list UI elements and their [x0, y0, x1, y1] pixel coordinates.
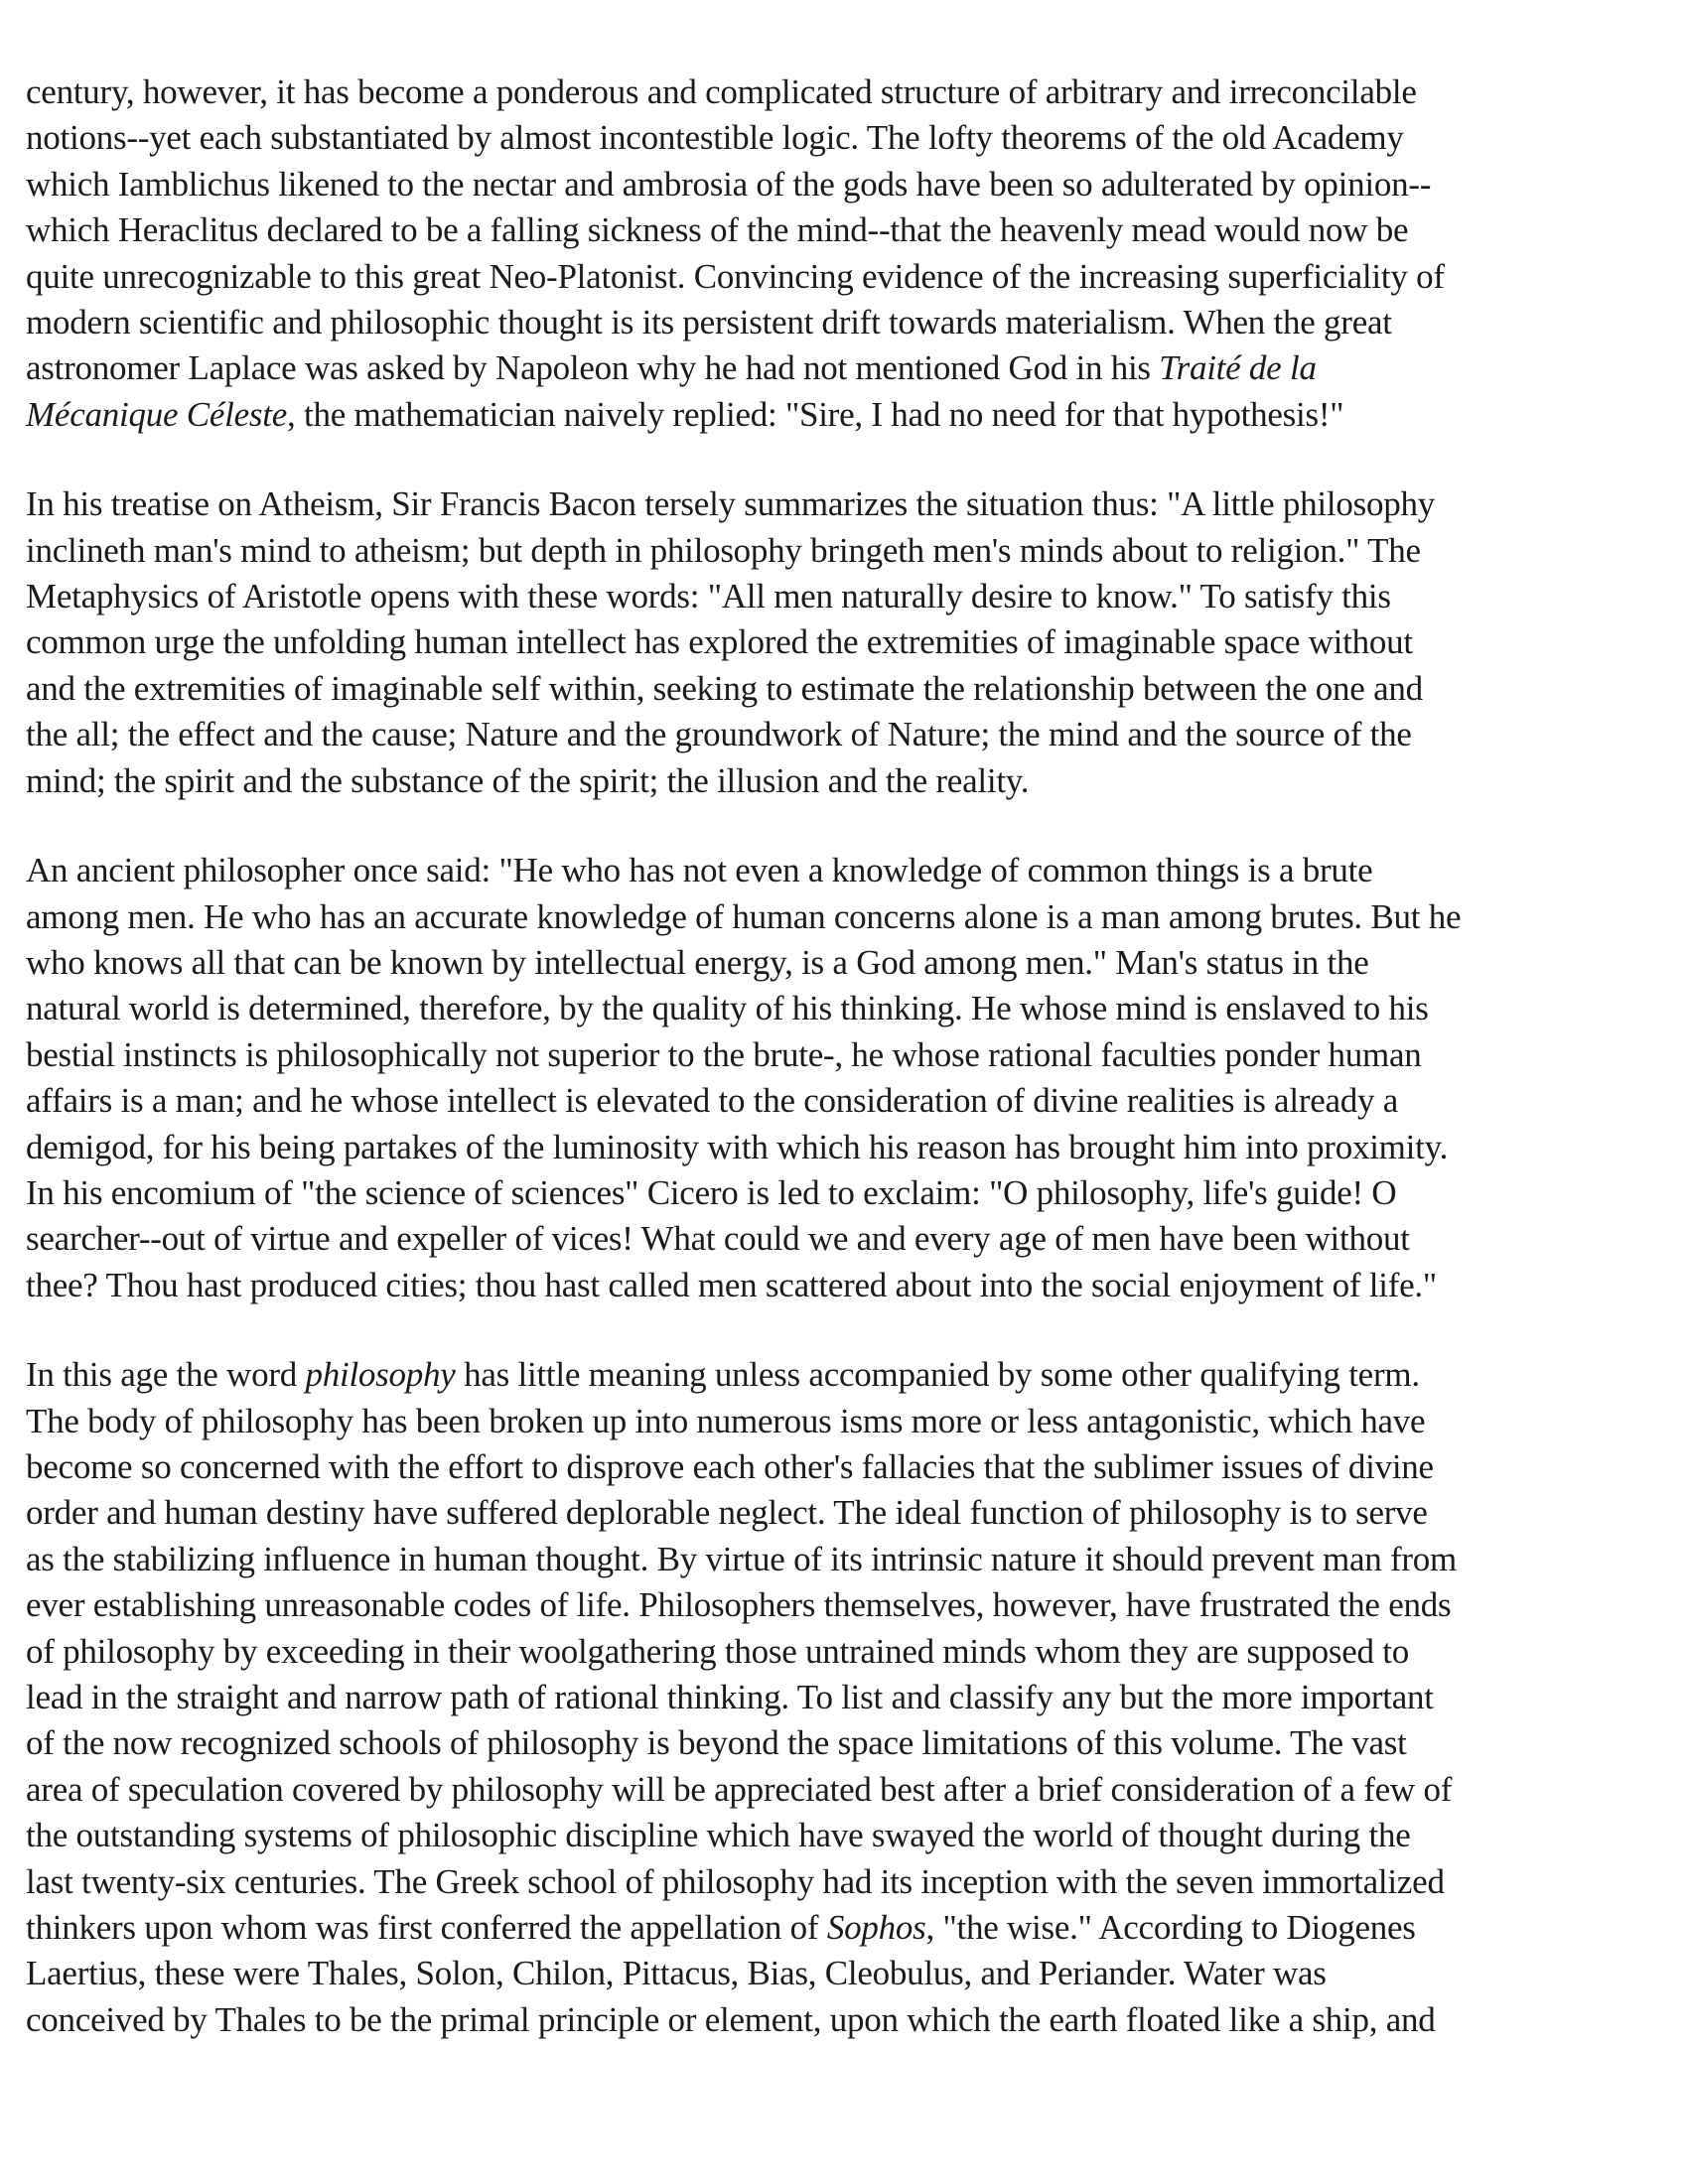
italic-term: Traité de la	[1159, 348, 1317, 388]
text-line	[26, 1951, 1664, 1996]
text-line	[26, 1813, 1664, 1858]
text-line	[26, 1675, 1664, 1720]
text-line	[26, 1720, 1664, 1766]
text-line	[26, 712, 1664, 757]
text-run: and the extremities of imaginable self within, seeking to estimate the relationship between the one and	[26, 668, 1423, 708]
document-page	[26, 69, 1664, 2087]
text-run: the outstanding systems of philosophic discipline which have swayed the world of thought during the	[26, 1816, 1411, 1855]
text-line	[26, 115, 1664, 161]
text-run: Laertius, these were Thales, Solon, Chilon, Pittacus, Bias, Cleobulus, and Periander. Water was	[26, 1954, 1327, 1993]
text-line	[26, 1032, 1664, 1078]
text-run: In this age the word	[26, 1355, 306, 1395]
text-line	[26, 1399, 1664, 1444]
text-line	[26, 940, 1664, 986]
paragraph-4	[26, 1352, 1664, 2043]
text-run: mind; the spirit and the substance of the spirit; the illusion and the reality.	[26, 760, 1030, 800]
text-line	[26, 300, 1664, 345]
text-run: become so concerned with the effort to disprove each other's fallacies that the sublimer issues of divine	[26, 1446, 1434, 1486]
text-run: In his treatise on Atheism, Sir Francis Bacon tersely summarizes the situation thus: "A little philosophy	[26, 484, 1435, 524]
text-line	[26, 162, 1664, 207]
text-line	[26, 1767, 1664, 1813]
paragraph-2	[26, 481, 1664, 804]
text-run: notions--yet each substantiated by almost incontestible logic. The lofty theorems of the old Academy	[26, 118, 1404, 158]
text-run: which Iamblichus likened to the nectar and ambrosia of the gods have been so adulterated by opinion--	[26, 164, 1432, 204]
italic-term: Mécanique Céleste	[26, 394, 288, 434]
text-line	[26, 894, 1664, 940]
text-run: demigod, for his being partakes of the luminosity with which his reason has brought him into proximity.	[26, 1127, 1449, 1166]
text-line	[26, 619, 1664, 665]
text-run: Metaphysics of Aristotle opens with these words: "All men naturally desire to know." To satisfy this	[26, 577, 1391, 616]
text-run: of the now recognized schools of philosophy is beyond the space limitations of this volume. The vast	[26, 1723, 1407, 1763]
text-run: bestial instincts is philosophically not superior to the brute-, he whose rational faculties ponder human	[26, 1034, 1422, 1074]
text-line	[26, 1125, 1664, 1170]
text-line	[26, 1905, 1664, 1951]
text-run: who knows all that can be known by intellectual energy, is a God among men." Man's status in the	[26, 942, 1369, 982]
text-line	[26, 666, 1664, 712]
text-run: among men. He who has an accurate knowledge of human concerns alone is a man among brutes. But he	[26, 896, 1462, 936]
text-run: century, however, it has become a ponderous and complicated structure of arbitrary and irreconcilable	[26, 72, 1417, 111]
text-run: the all; the effect and the cause; Nature and the groundwork of Nature; the mind and the source of the	[26, 715, 1412, 754]
text-run: area of speculation covered by philosophy will be appreciated best after a brief consideration of a few of	[26, 1769, 1453, 1809]
italic-term: Sophos	[826, 1908, 926, 1948]
text-run: thinkers upon whom was first conferred the appellation of	[26, 1908, 827, 1948]
paragraph-3	[26, 848, 1664, 1308]
text-line	[26, 1859, 1664, 1905]
text-run: which Heraclitus declared to be a falling sickness of the mind--that the heavenly mead would now be	[26, 210, 1409, 250]
text-line	[26, 758, 1664, 804]
text-run: as the stabilizing influence in human thought. By virtue of its intrinsic nature it should prevent man from	[26, 1539, 1458, 1578]
text-run: has little meaning unless accompanied by some other qualifying term.	[455, 1355, 1420, 1395]
text-run: searcher--out of virtue and expeller of vices! What could we and every age of men have been without	[26, 1219, 1410, 1259]
text-run: of philosophy by exceeding in their woolgathering those untrained minds whom they are supposed to	[26, 1631, 1409, 1671]
text-run: common urge the unfolding human intellect has explored the extremities of imaginable space without	[26, 622, 1413, 662]
text-run: conceived by Thales to be the primal principle or element, upon which the earth floated like a ship, and	[26, 1999, 1436, 2039]
text-run: astronomer Laplace was asked by Napoleon why he had not mentioned God in his	[26, 348, 1160, 388]
text-line	[26, 1216, 1664, 1262]
italic-term: philosophy	[305, 1355, 456, 1395]
text-run: An ancient philosopher once said: "He who has not even a knowledge of common things is a brute	[26, 851, 1373, 890]
text-line	[26, 69, 1664, 115]
text-run: In his encomium of "the science of sciences" Cicero is led to exclaim: "O philosophy, life's guide! O	[26, 1172, 1397, 1212]
text-line	[26, 848, 1664, 893]
text-run: inclineth man's mind to atheism; but depth in philosophy bringeth men's minds about to religion." The	[26, 530, 1421, 570]
text-run: order and human destiny have suffered deplorable neglect. The ideal function of philosophy is to serve	[26, 1493, 1428, 1533]
text-run: ever establishing unreasonable codes of life. Philosophers themselves, however, have frustrated the ends	[26, 1585, 1452, 1625]
text-run: quite unrecognizable to this great Neo-Platonist. Convincing evidence of the increasing superficiality of	[26, 256, 1445, 296]
text-line	[26, 1490, 1664, 1536]
text-line	[26, 1170, 1664, 1216]
text-run: last twenty-six centuries. The Greek school of philosophy had its inception with the seven immortalized	[26, 1861, 1445, 1901]
text-line	[26, 345, 1664, 391]
text-run: lead in the straight and narrow path of rational thinking. To list and classify any but the more important	[26, 1678, 1434, 1716]
text-line	[26, 392, 1664, 438]
text-run: The body of philosophy has been broken up into numerous isms more or less antagonistic, which have	[26, 1401, 1426, 1440]
text-run: modern scientific and philosophic thought is its persistent drift towards materialism. When the great	[26, 303, 1392, 342]
text-line	[26, 1352, 1664, 1398]
text-run: natural world is determined, therefore, by the quality of his thinking. He whose mind is enslaved to his	[26, 989, 1429, 1028]
paragraph-1	[26, 69, 1664, 438]
text-line	[26, 1078, 1664, 1124]
text-line	[26, 986, 1664, 1031]
text-run: , the mathematician naively replied: "Sire, I had no need for that hypothesis!"	[287, 394, 1344, 434]
text-line	[26, 254, 1664, 300]
text-run: affairs is a man; and he whose intellect is elevated to the consideration of divine realities is already a	[26, 1081, 1399, 1121]
text-run: thee? Thou hast produced cities; thou hast called men scattered about into the social enjoyment of life."	[26, 1265, 1437, 1304]
text-line	[26, 207, 1664, 253]
text-line	[26, 528, 1664, 574]
text-run: , "the wise." According to Diogenes	[925, 1908, 1416, 1948]
text-line	[26, 1537, 1664, 1582]
text-line	[26, 1444, 1664, 1490]
text-line	[26, 1629, 1664, 1675]
text-line	[26, 1263, 1664, 1308]
text-line	[26, 1582, 1664, 1628]
text-line	[26, 481, 1664, 527]
text-line	[26, 1997, 1664, 2043]
text-line	[26, 574, 1664, 619]
